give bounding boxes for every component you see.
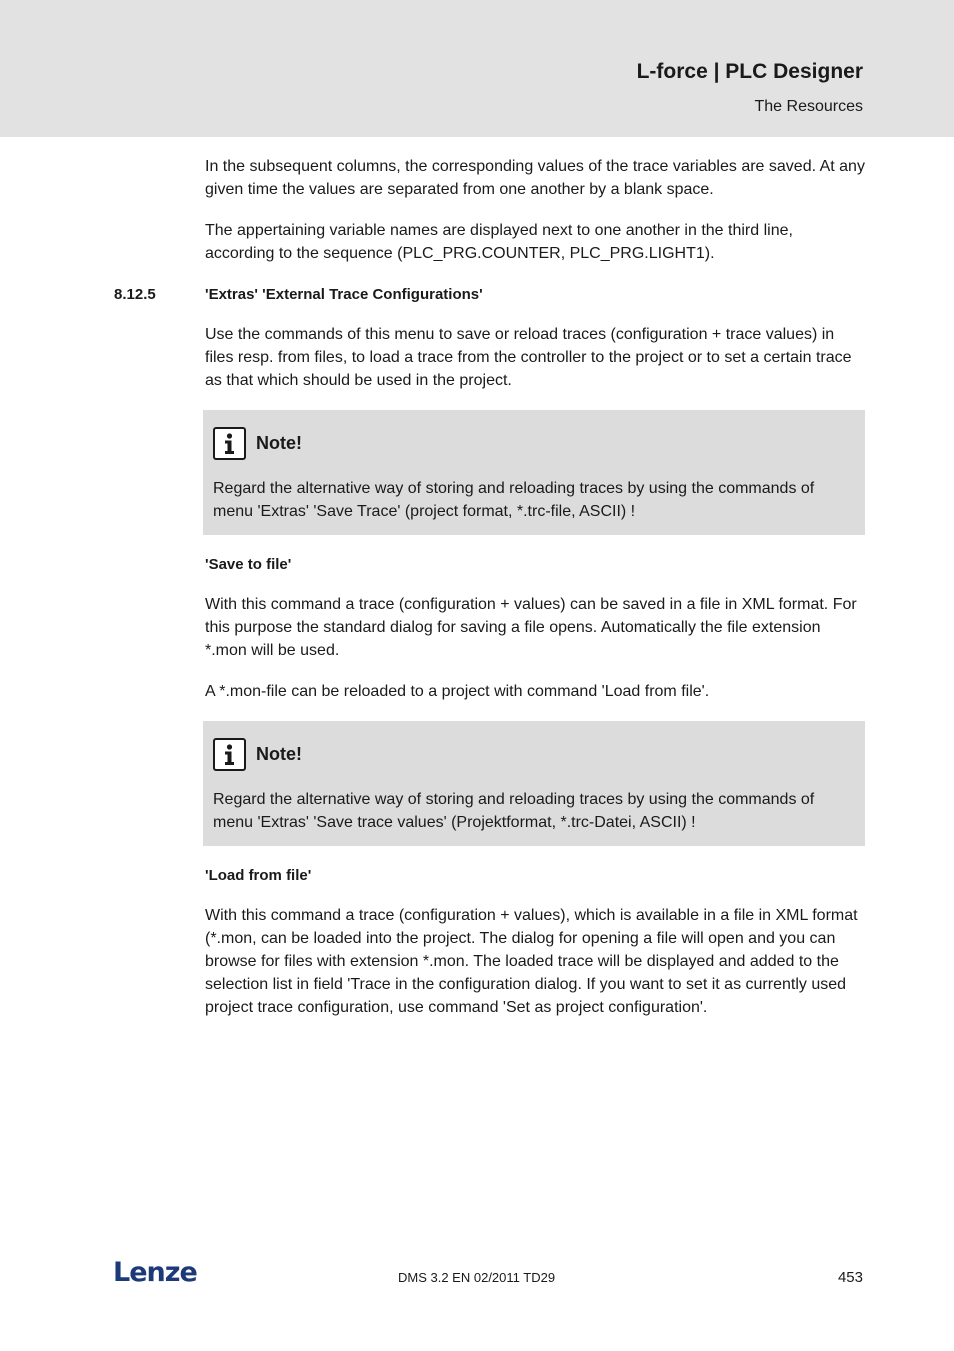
document-id: DMS 3.2 EN 02/2011 TD29	[398, 1270, 556, 1285]
save-paragraph-2: A *.mon-file can be reloaded to a project with command 'Load from file'.	[205, 683, 710, 700]
note-header	[213, 735, 865, 773]
note-title: Note!	[256, 743, 302, 764]
save-paragraph-1: With this command a trace (configuration + values) can be saved in a file in XML format. For this purpose the standard dialog for saving a file opens. Automatically the file extension *.mon will be used.	[205, 596, 857, 659]
header-subtitle: The Resources	[754, 98, 863, 115]
note-box-2	[203, 721, 865, 846]
save-to-file-heading: 'Save to file'	[205, 556, 292, 573]
note-body: Regard the alternative way of storing and reloading traces by using the commands of menu 'Extras' 'Save trace values' (Projektformat, *.trc-Datei, ASCII) !	[213, 791, 815, 831]
note-header	[213, 424, 865, 462]
page-number: 453	[837, 1269, 863, 1286]
note-box-1	[203, 410, 865, 535]
lenze-logo: Lenze	[113, 1257, 197, 1288]
page-header	[0, 0, 954, 137]
load-paragraph: With this command a trace (configuration + values), which is available in a file in XML format (*.mon, can be loaded into the project. The dialog for opening a file will open and you can browse for files with extension *.mon. The loaded trace will be displayed and added to the selection list in field 'Trace in the configuration dialog. If you want to set it as currently used project trace configuration, use command 'Set as project configuration'.	[205, 907, 858, 1016]
note-title: Note!	[256, 432, 302, 453]
section-heading	[114, 285, 865, 305]
intro-paragraph-1: In the subsequent columns, the corresponding values of the trace variables are saved. At any given time the values are separated from one another by a blank space.	[205, 158, 865, 198]
section-title: 'Extras' 'External Trace Configurations'	[205, 286, 483, 303]
header-title: L-force | PLC Designer	[636, 60, 863, 83]
info-icon	[213, 427, 246, 460]
page-content	[114, 155, 865, 1037]
note-body: Regard the alternative way of storing and reloading traces by using the commands of menu 'Extras' 'Save Trace' (project format, *.trc-file, ASCII) !	[213, 480, 815, 520]
intro-paragraph-2: The appertaining variable names are displayed next to one another in the third line, according to the sequence (PLC_PRG.COUNTER, PLC_PRG.LIGHT1).	[205, 222, 793, 262]
info-icon	[213, 738, 246, 771]
section-number: 8.12.5	[114, 286, 156, 303]
load-from-file-heading: 'Load from file'	[205, 867, 312, 884]
section-paragraph: Use the commands of this menu to save or reload traces (configuration + trace values) in files resp. from files, to load a trace from the controller to the project or to set a certain trace as that which should be used in the project.	[205, 326, 852, 389]
